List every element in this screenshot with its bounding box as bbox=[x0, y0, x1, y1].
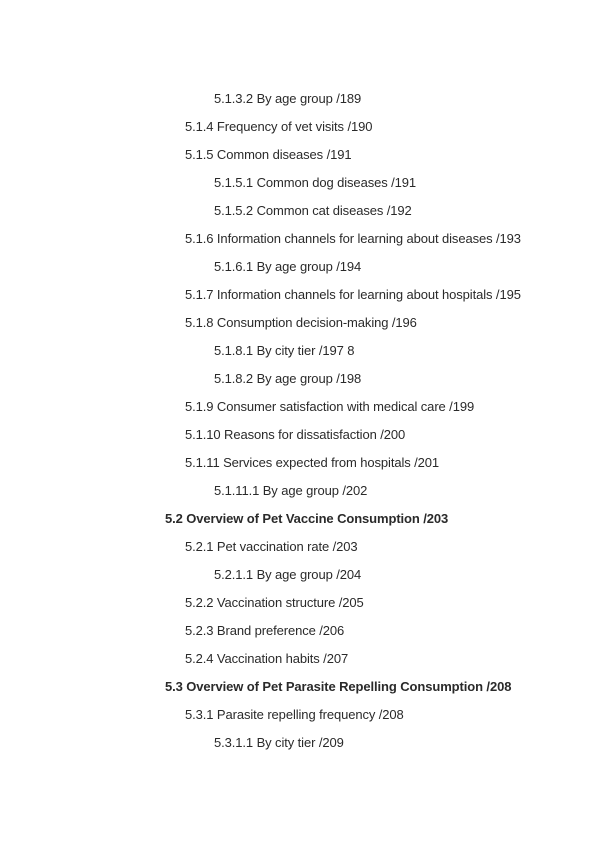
toc-entry: 5.2.2 Vaccination structure /205 bbox=[185, 595, 364, 610]
toc-entry: 5.1.6 Information channels for learning about diseases /193 bbox=[185, 231, 521, 246]
toc-entry: 5.1.5 Common diseases /191 bbox=[185, 147, 352, 162]
toc-entry: 5.1.11 Services expected from hospitals /201 bbox=[185, 455, 440, 470]
toc-entry: 5.1.3.2 By age group /189 bbox=[214, 91, 362, 106]
toc-entry: 5.1.5.2 Common cat diseases /192 bbox=[214, 203, 412, 218]
toc-entry: 5.1.11.1 By age group /202 bbox=[214, 483, 368, 498]
toc-entry: 5.3.1.1 By city tier /209 bbox=[214, 735, 344, 750]
toc-entry: 5.2.1 Pet vaccination rate /203 bbox=[185, 539, 358, 554]
toc-entry: 5.2.3 Brand preference /206 bbox=[185, 623, 345, 638]
toc-entry: 5.1.6.1 By age group /194 bbox=[214, 259, 362, 274]
toc-section-heading: 5.2 Overview of Pet Vaccine Consumption /203 bbox=[165, 511, 449, 526]
toc-entry: 5.3.1 Parasite repelling frequency /208 bbox=[185, 707, 404, 722]
toc-entry: 5.1.4 Frequency of vet visits /190 bbox=[185, 119, 373, 134]
toc-section-heading: 5.3 Overview of Pet Parasite Repelling Consumption /208 bbox=[165, 679, 512, 694]
table-of-contents bbox=[0, 89, 600, 761]
toc-entry: 5.1.8.1 By city tier /197 8 bbox=[214, 343, 355, 358]
toc-entry: 5.1.7 Information channels for learning about hospitals /195 bbox=[185, 287, 521, 302]
toc-entry: 5.2.1.1 By age group /204 bbox=[214, 567, 362, 582]
toc-entry: 5.1.8.2 By age group /198 bbox=[214, 371, 362, 386]
toc-entry: 5.1.5.1 Common dog diseases /191 bbox=[214, 175, 417, 190]
toc-entry: 5.1.10 Reasons for dissatisfaction /200 bbox=[185, 427, 406, 442]
toc-entry: 5.1.8 Consumption decision-making /196 bbox=[185, 315, 417, 330]
toc-entry: 5.1.9 Consumer satisfaction with medical care /199 bbox=[185, 399, 475, 414]
toc-entry: 5.2.4 Vaccination habits /207 bbox=[185, 651, 349, 666]
